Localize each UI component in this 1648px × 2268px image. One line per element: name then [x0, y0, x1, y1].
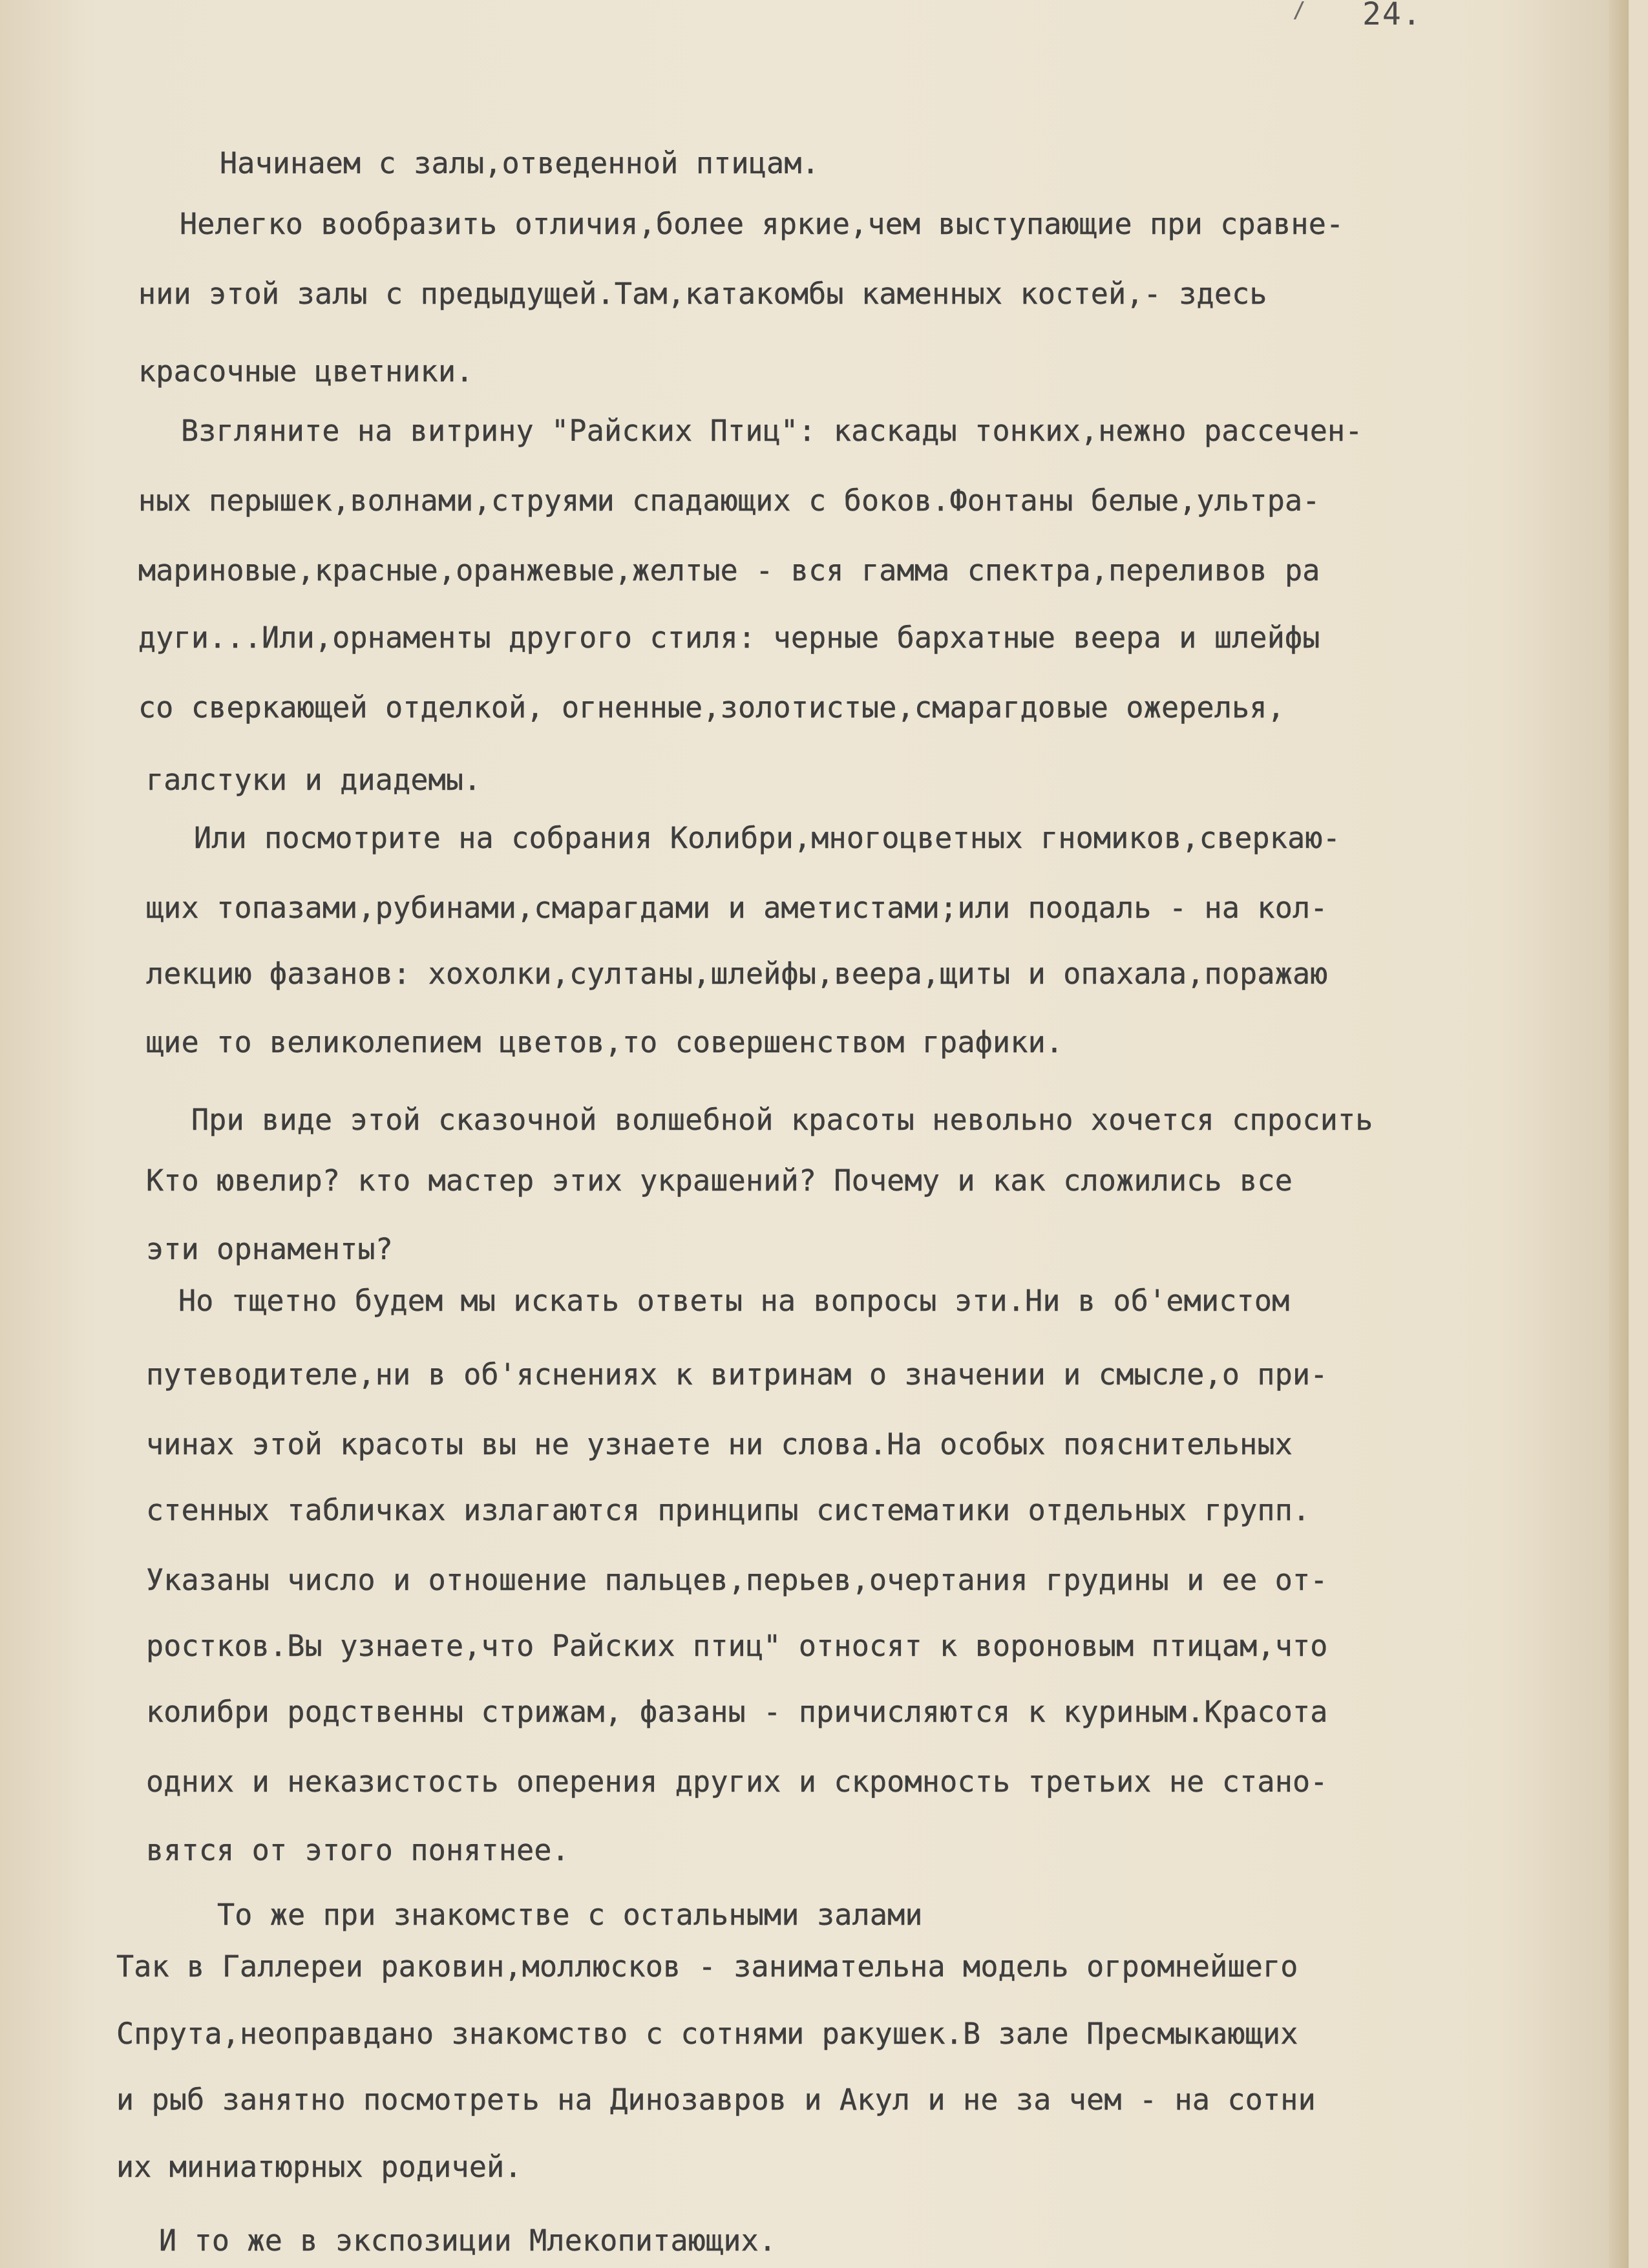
text-line: нии этой залы с предыдущей.Там,катакомбы каменных костей,- здесь — [138, 277, 1267, 311]
page-edge — [1609, 0, 1629, 2268]
text-line: путеводителе,ни в об'яснениях к витринам о значении и смысле,о при- — [146, 1357, 1328, 1392]
text-line: ростков.Вы узнаете,что Райских птиц" относят к вороновым птицам,что — [146, 1629, 1328, 1663]
text-line: колибри родственны стрижам, фазаны - причисляются к куриным.Красота — [146, 1695, 1328, 1729]
text-line: Начинаем с залы,отведенной птицам. — [220, 146, 819, 180]
text-line: вятся от этого понятнее. — [146, 1833, 570, 1867]
text-line: со сверкающей отделкой, огненные,золотистые,смарагдовые ожерелья, — [138, 690, 1285, 725]
text-line: Но тщетно будем мы искать ответы на вопросы эти.Ни в об'емистом — [178, 1284, 1290, 1318]
page-number: 24. — [1362, 0, 1422, 32]
text-line: и рыб занятно посмотреть на Динозавров и Акул и не за чем - на сотни — [116, 2083, 1316, 2117]
text-line: Или посмотрите на собрания Колибри,многоцветных гномиков,сверкаю- — [194, 821, 1340, 855]
text-line: красочные цветники. — [138, 354, 474, 388]
text-line: Указаны число и отношение пальцев,перьев,очертания грудины и ее от- — [146, 1563, 1328, 1597]
corner-mark: / — [1293, 0, 1306, 23]
text-line: галстуки и диадемы. — [146, 763, 481, 797]
text-line: Спрута,неоправдано знакомство с сотнями ракушек.В зале Пресмыкающих — [116, 2017, 1298, 2051]
text-line: Кто ювелир? кто мастер этих украшений? Почему и как сложились все — [146, 1163, 1293, 1198]
text-line: При виде этой сказочной волшебной красоты невольно хочется спросить — [191, 1103, 1373, 1137]
text-line: Нелегко вообразить отличия,более яркие,чем выступающие при сравне- — [180, 207, 1344, 241]
text-line: чинах этой красоты вы не узнаете ни слова.На особых пояснительных — [146, 1427, 1293, 1461]
text-line: дуги...Или,орнаменты другого стиля: черные бархатные веера и шлейфы — [138, 620, 1320, 655]
text-line: И то же в экспозиции Млекопитающих. — [159, 2223, 777, 2258]
text-line: лекцию фазанов: хохолки,султаны,шлейфы,веера,щиты и опахала,поражаю — [146, 957, 1328, 991]
text-line: щие то великолепием цветов,то совершенством графики. — [146, 1025, 1064, 1059]
text-line: То же при знакомстве с остальными залами — [217, 1898, 923, 1932]
text-line: мариновые,красные,оранжевые,желтые - вся гамма спектра,переливов ра — [138, 553, 1320, 588]
text-line: стенных табличках излагаются принципы систематики отдельных групп. — [146, 1493, 1311, 1527]
text-line: одних и неказистость оперения других и скромность третьих не стано- — [146, 1765, 1328, 1799]
text-line: щих топазами,рубинами,смарагдами и аметистами;или поодаль - на кол- — [146, 891, 1328, 925]
text-line: их миниатюрных родичей. — [116, 2150, 522, 2184]
text-line: ных перышек,волнами,струями спадающих с боков.Фонтаны белые,ультра- — [138, 483, 1320, 518]
text-line: Так в Галлереи раковин,моллюсков - занимательна модель огромнейшего — [116, 1949, 1298, 1984]
text-line: эти орнаменты? — [146, 1232, 394, 1266]
text-line: Взгляните на витрину "Райских Птиц": каскады тонких,нежно рассечен- — [181, 414, 1363, 448]
